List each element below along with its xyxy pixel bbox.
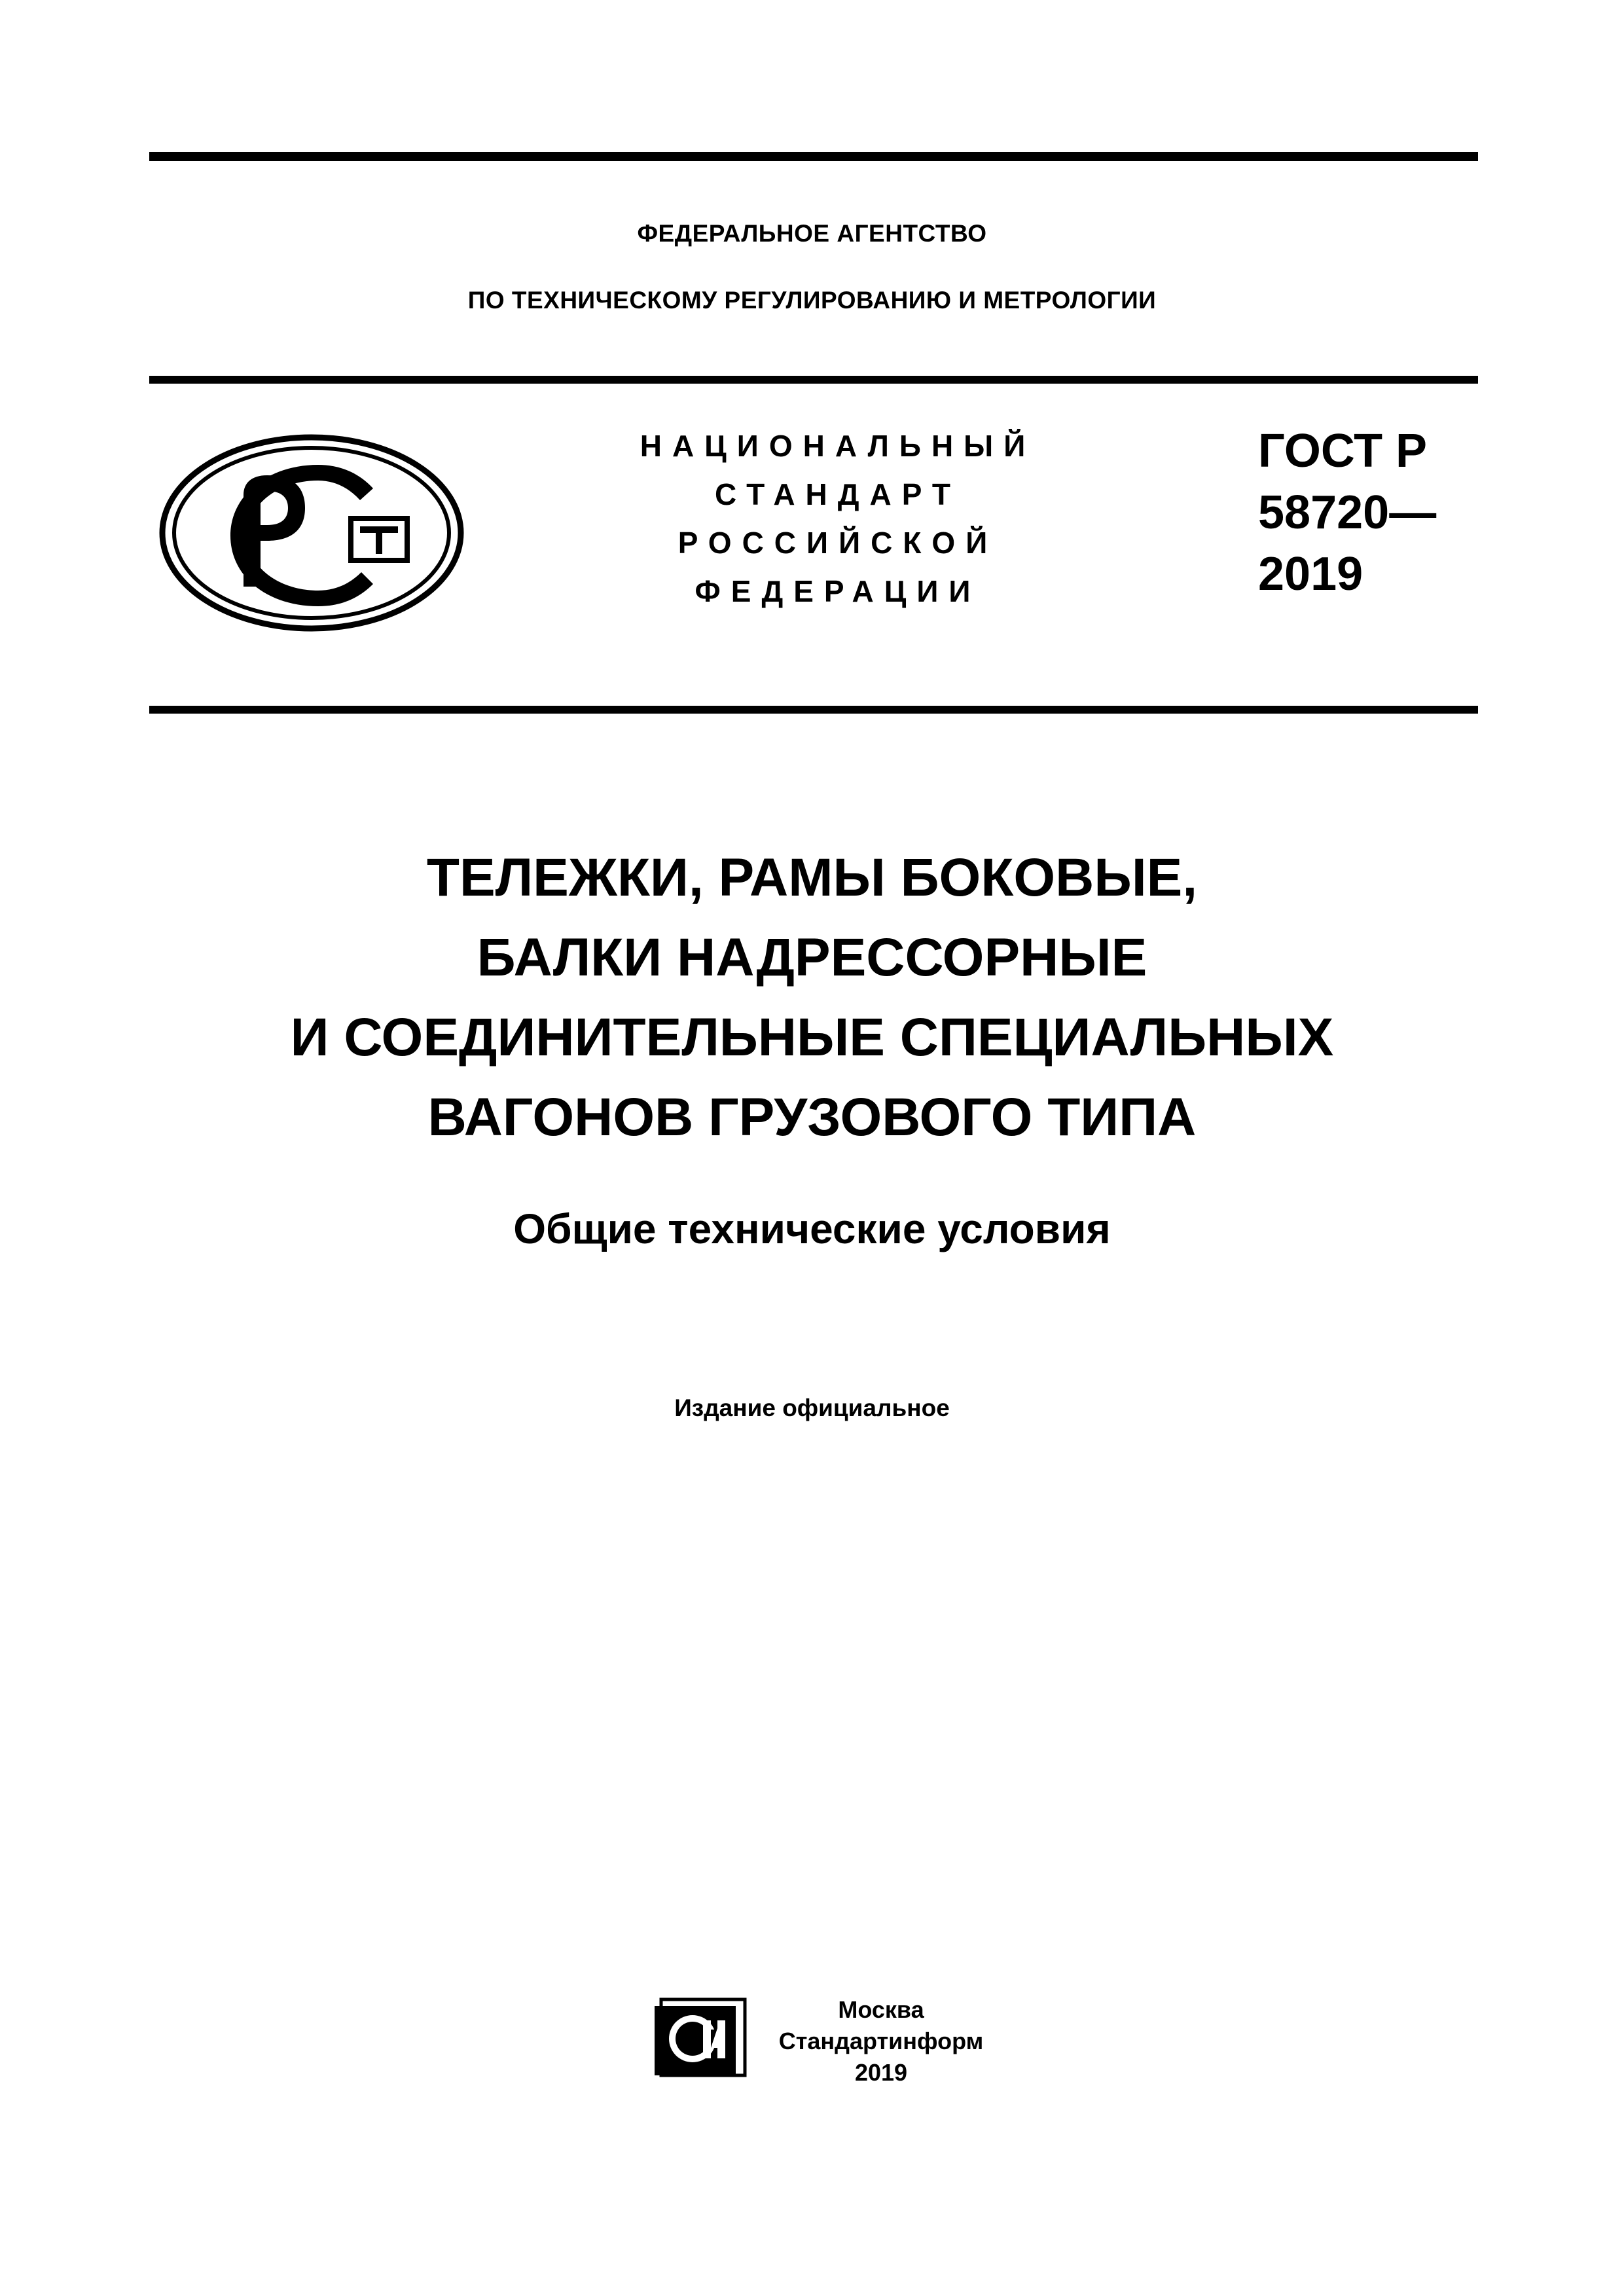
publisher-name: Стандартинформ [778,2028,984,2054]
publisher-city: Москва [838,1996,924,2023]
standartinform-logo-icon [652,1995,748,2078]
gost-line: 2019 [1258,548,1363,600]
document-subtitle: Общие технические условия [513,1205,1111,1252]
rst-certification-logo-icon [157,432,466,634]
document-title [0,838,1624,1157]
standard-block-divider [149,706,1478,714]
national-line: СТАНДАРТ [715,477,961,511]
agency-name-line1: ФЕДЕРАЛЬНОЕ АГЕНТСТВО [637,220,987,247]
gost-line: ГОСТ Р [1258,425,1428,477]
header-divider [149,376,1478,384]
title-line: БАЛКИ НАДРЕССОРНЫЕ [477,928,1147,987]
publisher-imprint [770,1994,992,2088]
gost-line: 58720— [1258,486,1437,539]
national-line: ФЕДЕРАЦИИ [695,574,981,608]
title-line: И СОЕДИНИТЕЛЬНЫЕ СПЕЦИАЛЬНЫХ [290,1008,1334,1067]
publisher-year: 2019 [854,2059,908,2086]
gost-designation [1258,420,1436,605]
national-line: НАЦИОНАЛЬНЫЙ [640,429,1036,463]
title-line: ВАГОНОВ ГРУЗОВОГО ТИПА [427,1087,1197,1147]
edition-label: Издание официальное [674,1394,950,1421]
top-rule [149,152,1478,161]
national-standard-caption [609,422,1067,615]
title-line: ТЕЛЕЖКИ, РАМЫ БОКОВЫЕ, [426,848,1198,907]
national-line: РОССИЙСКОЙ [677,526,998,560]
agency-name-line2: ПО ТЕХНИЧЕСКОМУ РЕГУЛИРОВАНИЮ И МЕТРОЛОГИИ [467,287,1157,314]
